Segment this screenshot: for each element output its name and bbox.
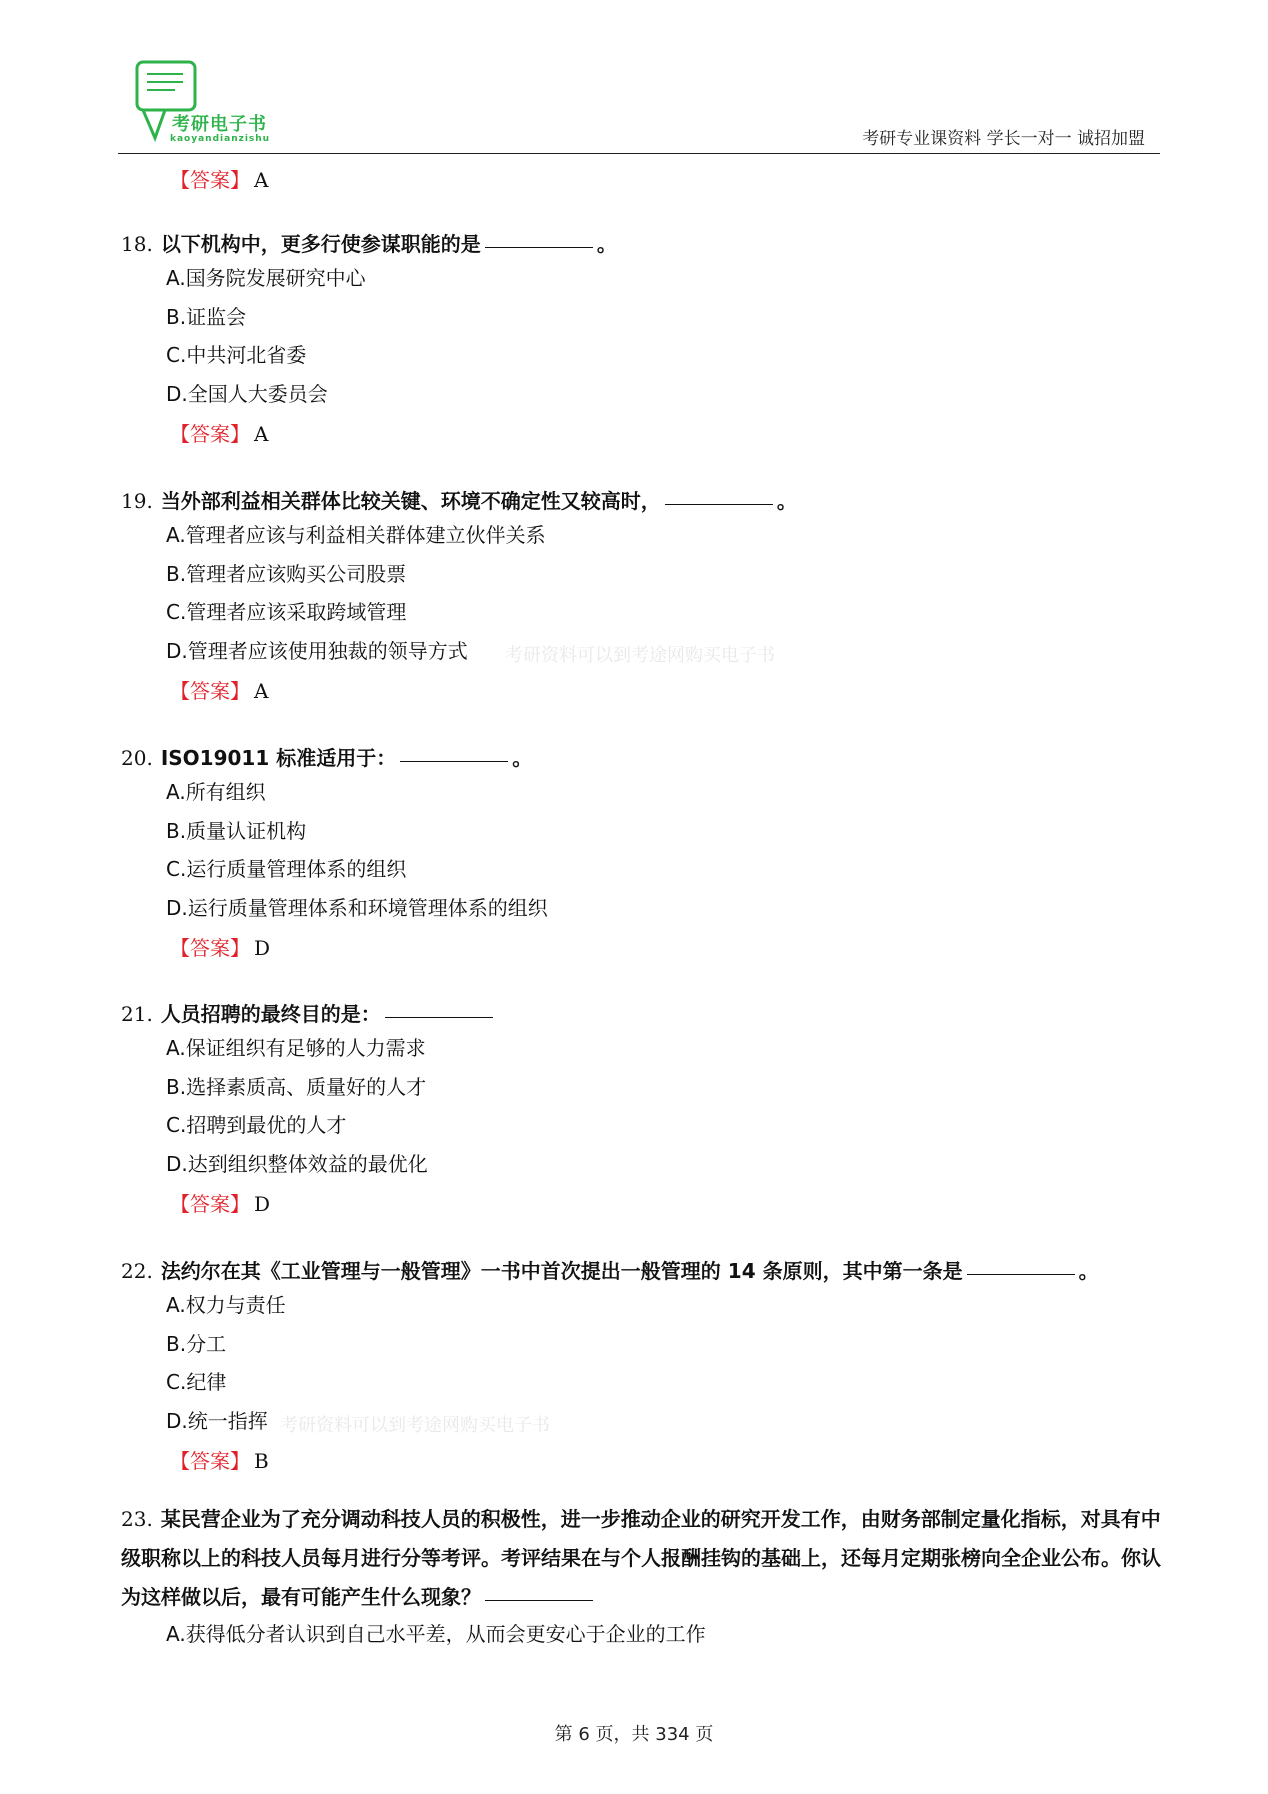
question-text: 某民营企业为了充分调动科技人员的积极性，进一步推动企业的研究开发工作，由财务部制定量化指标，对具有中级职称以上的科技人员每月进行分等考评。考评结果在与个人报酬挂钩的基础上，还每月定期张榜向全企业公布。你认为这样做以后，最有可能产生什么现象？: [121, 1507, 1161, 1609]
option-c: C.运行质量管理体系的组织: [166, 857, 407, 881]
option-b: B.选择素质高、质量好的人才: [166, 1074, 427, 1099]
option-b: B.分工: [166, 1331, 227, 1356]
option-a: A.保证组织有足够的人力需求: [166, 1036, 426, 1060]
answer-line: [170, 418, 268, 447]
question-suffix: 。: [512, 746, 533, 770]
option-a: A.管理者应该与利益相关群体建立伙伴关系: [166, 523, 546, 547]
option-b: B.管理者应该购买公司股票: [166, 561, 407, 586]
answer-blank: [665, 503, 773, 505]
question-text: 当外部利益相关群体比较关键、环境不确定性又较高时，: [160, 489, 661, 513]
option-a: A.权力与责任: [166, 1293, 286, 1317]
question-23: [121, 1500, 1161, 1617]
question-19: [121, 485, 797, 514]
answer-value: A: [254, 679, 269, 703]
question-18: [121, 228, 617, 257]
previous-answer: [170, 164, 268, 193]
answer-label: 【答案】: [170, 422, 250, 446]
answer-blank: [485, 1599, 593, 1601]
answer-label: 【答案】: [170, 679, 250, 703]
question-number: 18.: [121, 232, 153, 256]
question-text: ISO19011 标准适用于：: [160, 746, 397, 770]
option-a: A.所有组织: [166, 780, 266, 804]
question-text: 人员招聘的最终目的是：: [160, 1002, 381, 1026]
answer-value: D: [254, 936, 271, 960]
option-a: A.国务院发展研究中心: [166, 266, 366, 290]
logo-text: 考研电子书: [172, 114, 267, 135]
answer-line: [170, 932, 270, 961]
answer-label: 【答案】: [170, 1449, 250, 1473]
answer-label: 【答案】: [170, 1192, 250, 1216]
watermark-text: 考研资料可以到考途网购买电子书: [505, 645, 775, 666]
answer-blank: [400, 760, 508, 762]
option-d: D.达到组织整体效益的最优化: [166, 1151, 428, 1176]
answer-value: A: [254, 168, 269, 192]
question-suffix: 。: [596, 232, 617, 256]
answer-blank: [385, 1016, 493, 1018]
question-number: 23.: [121, 1507, 153, 1531]
option-d: D.统一指挥: [166, 1408, 268, 1433]
option-b: B.证监会: [166, 304, 247, 329]
option-d: D.运行质量管理体系和环境管理体系的组织: [166, 895, 548, 920]
question-20: [121, 742, 532, 771]
option-d: D.全国人大委员会: [166, 381, 328, 406]
answer-blank: [967, 1273, 1075, 1275]
logo-subtext: kaoyandianzishu: [170, 134, 271, 144]
question-text: 以下机构中，更多行使参谋职能的是: [160, 232, 481, 256]
answer-value: D: [254, 1192, 271, 1216]
option-c: C.中共河北省委: [166, 343, 307, 367]
question-21: [121, 998, 497, 1027]
question-number: 22.: [121, 1259, 153, 1283]
header-tagline: 考研专业课资料 学长一对一 诚招加盟: [862, 129, 1145, 149]
question-text: 法约尔在其《工业管理与一般管理》一书中首次提出一般管理的 14 条原则，其中第一条是: [160, 1259, 963, 1283]
option-a: A.获得低分者认识到自己水平差，从而会更安心于企业的工作: [166, 1622, 706, 1646]
question-number: 20.: [121, 746, 153, 770]
answer-line: [170, 675, 268, 704]
question-suffix: 。: [776, 489, 797, 513]
option-d: D.管理者应该使用独裁的领导方式: [166, 638, 468, 663]
question-suffix: 。: [1078, 1259, 1099, 1283]
answer-value: A: [254, 422, 269, 446]
question-number: 19.: [121, 489, 153, 513]
option-c: C.招聘到最优的人才: [166, 1113, 347, 1137]
question-22: [121, 1255, 1099, 1284]
answer-value: B: [254, 1449, 269, 1473]
answer-label: 【答案】: [170, 936, 250, 960]
header-divider: [118, 153, 1160, 154]
answer-blank: [485, 246, 593, 248]
answer-line: [170, 1188, 270, 1217]
watermark-text: 考研资料可以到考途网购买电子书: [280, 1415, 550, 1436]
option-c: C.管理者应该采取跨域管理: [166, 600, 407, 624]
answer-label: 【答案】: [170, 168, 250, 192]
option-b: B.质量认证机构: [166, 818, 307, 843]
question-number: 21.: [121, 1002, 153, 1026]
page-footer: 第 6 页，共 334 页: [554, 1724, 714, 1745]
option-c: C.纪律: [166, 1370, 227, 1394]
answer-line: [170, 1445, 269, 1474]
